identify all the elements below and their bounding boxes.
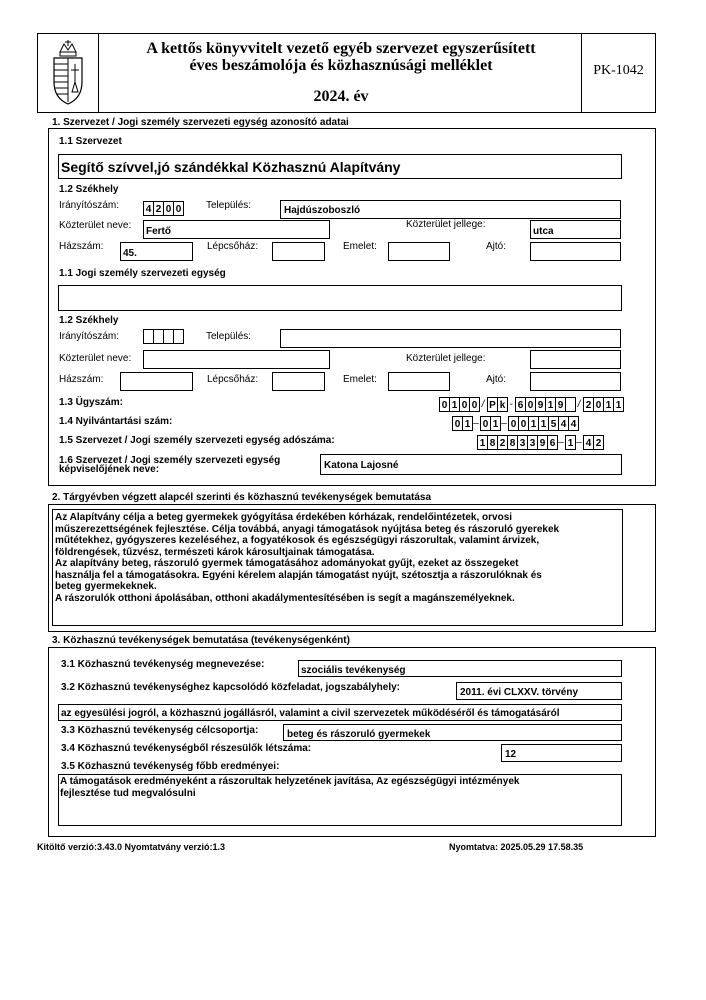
reg-digit: 0 [480, 416, 491, 431]
case-digit: 1 [545, 397, 556, 412]
city-label: Település: [206, 200, 252, 211]
results-label: 3.5 Közhasznú tevékenység főbb eredményei: [61, 761, 280, 772]
zip-digit: 4 [143, 201, 154, 216]
representative-label-line1: 1.6 Szervezet / Jogi személy szervezeti egység [59, 455, 281, 466]
coat-of-arms-icon [50, 38, 86, 106]
unit-door-label: Ajtó: [486, 374, 507, 385]
case-digit: 0 [459, 397, 470, 412]
tax-dash: – [576, 437, 582, 448]
reg-digit: 1 [528, 416, 539, 431]
house-value: 45. [123, 248, 137, 259]
org-label: 1.1 Szervezet [59, 136, 122, 147]
representative-name-value: Katona Lajosné [324, 460, 399, 471]
tax-digit: 1 [565, 435, 576, 450]
unit-floor-label: Emelet: [343, 374, 377, 385]
zip-digit: 2 [153, 201, 164, 216]
case-digit: 0 [439, 397, 450, 412]
form-title-line1: A kettős könyvvitelt vezető egyéb szervezet egyszerűsített [146, 40, 536, 57]
unit-zip-digit [173, 329, 184, 344]
case-number-label: 1.3 Ügyszám: [59, 397, 123, 408]
section1-title: 1. Szervezet / Jogi személy szervezeti egység azonosító adatai [52, 117, 349, 128]
reg-digit: 0 [518, 416, 529, 431]
zip-label: Irányítószám: [59, 200, 120, 211]
tax-digit: 8 [487, 435, 498, 450]
stair-field[interactable] [272, 242, 325, 261]
case-digit: 1 [449, 397, 460, 412]
case-digit: 0 [469, 397, 480, 412]
tax-digit: 8 [507, 435, 518, 450]
unit-door-field[interactable] [530, 372, 621, 391]
org-name-value: Segítő szívvel,jó szándékkal Közhasznú Alapítvány [61, 159, 401, 175]
reg-digit: 5 [548, 416, 559, 431]
registration-number-field[interactable] [452, 416, 578, 431]
floor-label: Emelet: [343, 241, 377, 252]
activity-name-value: szociális tevékenység [301, 665, 406, 676]
case-digit: 1 [613, 397, 624, 412]
case-dash: - [509, 399, 513, 410]
reg-digit: 4 [568, 416, 579, 431]
beneficiary-count-label: 3.4 Közhasznú tevékenységből részesülők létszáma: [61, 743, 312, 754]
tax-digit: 4 [583, 435, 594, 450]
case-number-field[interactable] [439, 397, 623, 412]
house-label: Házszám: [59, 241, 104, 252]
unit-hq-label: 1.2 Székhely [59, 315, 119, 326]
unit-city-field[interactable] [280, 329, 621, 348]
tax-number-field[interactable] [477, 435, 603, 450]
hq-label: 1.2 Székhely [59, 184, 119, 195]
tax-digit: 3 [517, 435, 528, 450]
unit-name-field[interactable] [58, 285, 622, 311]
case-digit: 1 [603, 397, 614, 412]
street-type-label: Közterület jellege: [406, 219, 486, 230]
representative-label-line2: képviselőjének neve: [59, 464, 160, 475]
zip-digit: 0 [173, 201, 184, 216]
beneficiary-count-field[interactable] [501, 744, 622, 762]
beneficiary-count-value: 12 [505, 749, 517, 760]
unit-street-type-label: Közterület jellege: [406, 353, 486, 364]
target-group-value: beteg és rászoruló gyermekek [287, 729, 431, 740]
street-field[interactable] [143, 220, 330, 239]
unit-street-type-field[interactable] [530, 350, 621, 369]
door-label: Ajtó: [486, 241, 507, 252]
street-type-value: utca [533, 226, 554, 237]
tax-digit: 2 [497, 435, 508, 450]
results-text: A támogatások eredményeként a rászorultak helyzetének javítása, Az egészségügyi intézmények fejlesztése tud megvalósulni [60, 776, 520, 799]
registration-number-label: 1.4 Nyilvántartási szám: [59, 416, 173, 427]
reg-digit: 0 [508, 416, 519, 431]
case-digit: 0 [593, 397, 604, 412]
unit-floor-field[interactable] [388, 372, 450, 391]
unit-label: 1.1 Jogi személy szervezeti egység [59, 268, 226, 279]
case-digit: 9 [535, 397, 546, 412]
street-label: Közterület neve: [59, 220, 132, 231]
reg-digit: 4 [558, 416, 569, 431]
tax-digit: 2 [593, 435, 604, 450]
public-duty-label: 3.2 Közhasznú tevékenységhez kapcsolódó közfeladat, jogszabályhely: [61, 682, 400, 693]
unit-zip-label: Irányítószám: [59, 331, 120, 342]
door-field[interactable] [530, 242, 621, 261]
case-digit: k [497, 397, 508, 412]
unit-house-field[interactable] [120, 372, 193, 391]
unit-street-field[interactable] [143, 350, 330, 369]
form-code: PK-1042 [593, 63, 644, 78]
unit-street-label: Közterület neve: [59, 353, 132, 364]
case-digit: 6 [515, 397, 526, 412]
city-value: Hajdúszoboszló [284, 205, 361, 216]
unit-stair-field[interactable] [272, 372, 325, 391]
floor-field[interactable] [388, 242, 450, 261]
unit-city-label: Település: [206, 331, 252, 342]
tax-digit: 1 [477, 435, 488, 450]
stair-label: Lépcsőház: [207, 241, 259, 252]
footer-printed: Nyomtatva: 2025.05.29 17.58.35 [449, 842, 584, 852]
section3-title: 3. Közhasznú tevékenységek bemutatása (tevékenységenként) [52, 635, 350, 646]
footer-version: Kitöltő verzió:3.43.0 Nyomtatvány verzió:1.3 [37, 842, 226, 852]
unit-zip-field[interactable] [143, 329, 183, 344]
target-group-label: 3.3 Közhasznú tevékenység célcsoportja: [61, 725, 259, 736]
reg-digit: 1 [462, 416, 473, 431]
reg-digit: 0 [452, 416, 463, 431]
unit-stair-label: Lépcsőház: [207, 374, 259, 385]
unit-house-label: Házszám: [59, 374, 104, 385]
zip-digit: 0 [163, 201, 174, 216]
activity-name-label: 3.1 Közhasznú tevékenység megnevezése: [61, 659, 265, 670]
reg-dash: – [473, 418, 479, 429]
tax-digit: 6 [547, 435, 558, 450]
zip-field[interactable] [143, 201, 183, 216]
tax-dash: – [558, 437, 564, 448]
tax-digit: 3 [527, 435, 538, 450]
public-duty-value: 2011. évi CLXXV. törvény [460, 687, 579, 698]
reg-digit: 1 [538, 416, 549, 431]
case-digit: 2 [583, 397, 594, 412]
activity-description-text: Az Alapítvány célja a beteg gyermekek gyógyítása érdekében kórházak, rendelőintézetek, orvosi műszerezettségének fejlesztése. Célja továbbá, anyagi támogatások nyújtása beteg és rászoruló gyerekek műtétekhez, gyógyszeres kezeléséhez, a fogyatékosok és egészségügyi rászorultak, valamint árvizek, földrengések, tűzvész, természeti károk károsultjainak támogatása. Az alapítvány beteg, rászoruló gyermek támogatásához adományokat gyűjt, ezeket az összegeket használja fel a támogatásokra. Egyéni kérelem alapján támogatást nyújt, szétosztja a rászorulóknak és beteg gyermekeknek. A rászorulók otthoni ápolásában, otthoni akadálymentesítésében is segít a magánszemélyeknek. [55, 512, 560, 604]
reg-digit: 1 [490, 416, 501, 431]
tax-number-label: 1.5 Szervezet / Jogi személy szervezeti egység adószáma: [59, 435, 335, 446]
case-digit: 0 [525, 397, 536, 412]
form-year: 2024. év [313, 88, 369, 105]
street-value: Fertő [146, 226, 171, 237]
case-digit: 9 [555, 397, 566, 412]
case-slash: / [577, 399, 581, 410]
public-duty-detail-value: az egyesülési jogról, a közhasznú jogállásról, valamint a civil szervezetek működéséről és támogatásáról [61, 708, 560, 719]
form-title-line2: éves beszámolója és közhasznúsági melléklet [189, 57, 493, 74]
section2-title: 2. Tárgyévben végzett alapcél szerinti és közhasznú tevékenységek bemutatása [52, 492, 432, 503]
reg-dash: – [501, 418, 507, 429]
tax-digit: 9 [537, 435, 548, 450]
case-slash: / [481, 399, 485, 410]
case-digit: P [487, 397, 498, 412]
